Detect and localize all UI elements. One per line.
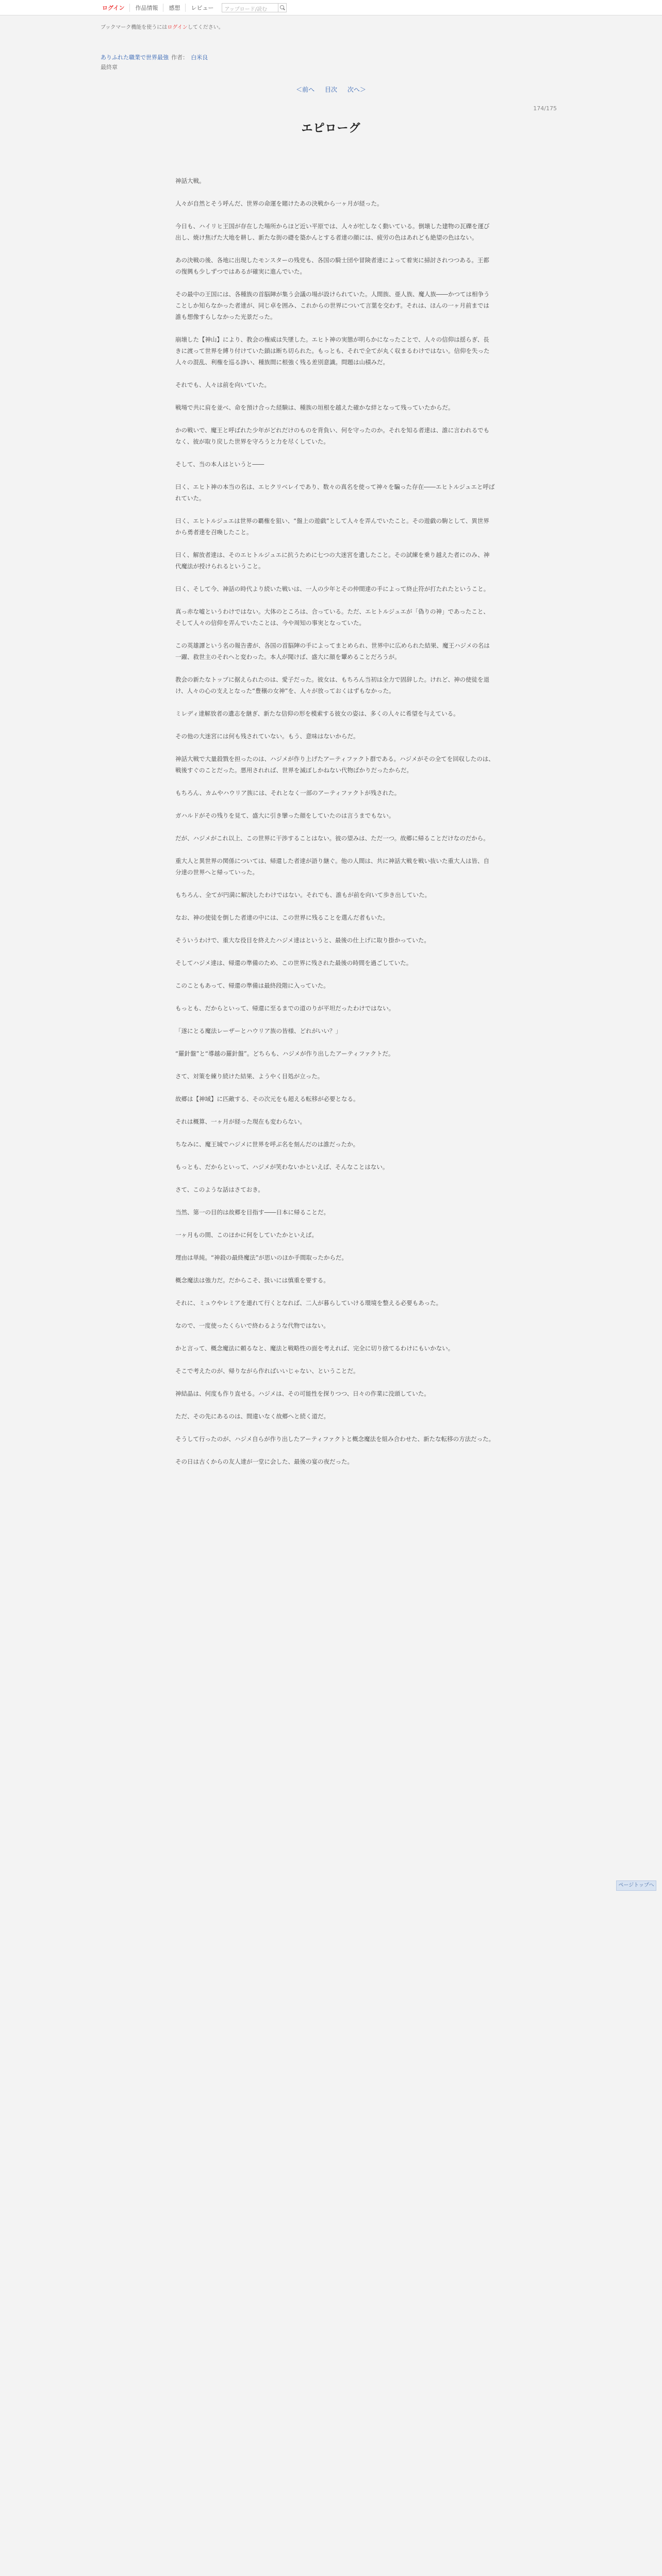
body-paragraph: もっとも、だからといって、ハジメが笑わないかといえば、そんなことはない。 (175, 1163, 389, 1171)
series-title-link[interactable]: ありふれた職業で世界最強 (101, 54, 169, 61)
body-paragraph: 教会の新たなトップに据えられたのは、愛子だった。彼女は、もちろん当初は全力で固辞した。けれど、神の使徒を退け、人々の心の支えとなった“豊穣の女神”を、人々が放っておくはずもなかった。 (175, 676, 490, 694)
login-link[interactable]: ログイン (102, 5, 125, 11)
body-paragraph: 今日も、ハイリヒ王国が存在した場所からほど近い平原では、人々が忙しなく動いている。倒壊した建物の瓦礫を運び出し、焼け焦げた大地を耕し、新たな街の礎を築かんとする者達の顔には、疲労の色はあれども絶望の色はない。 (175, 223, 490, 241)
notice-pre: ブックマーク機能を使うには (101, 25, 168, 30)
menu-item-impressions[interactable]: 感想 (163, 4, 185, 12)
body-paragraph: 人々が自然とそう呼んだ、世界の命運を賭けたあの決戦から一ヶ月が経った。 (175, 200, 383, 207)
chapter-number: 174/175 (533, 105, 557, 112)
body-paragraph: このこともあって、帰還の準備は最終段階に入っていた。 (175, 982, 329, 989)
search-input[interactable]: アップロード/読む (222, 3, 278, 12)
body-paragraph: もちろん、カムやハウリア族には、それとなく一部のアーティファクトが残された。 (175, 789, 401, 796)
body-paragraph: 当然、第一の目的は故郷を目指す――日本に帰ることだ。 (175, 1209, 329, 1216)
body-paragraph: 曰く、そして今、神話の時代より続いた戦いは、一人の少年とその仲間達の手によって終止符が打たれたということ。 (175, 585, 490, 592)
notice-login-link[interactable]: ログイン (167, 25, 188, 30)
body-paragraph: 故郷は【神域】に匹敵する、その次元をも超える転移が必要となる。 (175, 1095, 359, 1103)
body-paragraph: それは概算、一ヶ月が経った現在も変わらない。 (175, 1118, 306, 1125)
page-top-button[interactable]: ページトップへ (616, 1880, 656, 1891)
bookmark-notice (0, 19, 662, 33)
body-paragraph: その日は古くからの友人達が一堂に会した、最後の宴の夜だった。 (175, 1458, 353, 1465)
body-paragraph: その他の大迷宮には何も残されていない。もう、意味はないからだ。 (175, 733, 359, 740)
body-paragraph: もちろん、全てが円満に解決したわけではない。それでも、誰もが前を向いて歩き出していた。 (175, 891, 431, 899)
body-paragraph: 崩壊した【神山】により、教会の権威は失墜した。エヒト神の実態が明らかになったことで、人々の信仰は揺らぎ、長きに渡って世界を縛り付けていた鎖は断ち切られた。もっとも、それで全てが丸く収まるわけではない。信仰を失った人々の混乱、利権を巡る諍い、種族間に根強く残る差別意識。問題は山積みだ。 (175, 336, 490, 366)
body-paragraph: そういうわけで、重大な役目を終えたハジメ達はというと、最後の仕上げに取り掛かっていた。 (175, 937, 430, 944)
body-paragraph: ただ、その先にあるのは、間違いなく故郷へと続く道だ。 (175, 1413, 329, 1420)
chapter-group: 最終章 (101, 64, 118, 71)
body-paragraph: それでも、人々は前を向いていた。 (175, 381, 270, 388)
body-paragraph: 概念魔法は強力だ。だからこそ、扱いには慎重を要する。 (175, 1277, 329, 1284)
chapter-title: エピローグ (301, 122, 361, 135)
prev-link[interactable]: ＜前へ (296, 86, 315, 93)
body-paragraph: 曰く、エヒト神の本当の名は、エヒクリベレイであり、数々の真名を使って神々を騙った存在――エヒトルジュエと呼ばれていた。 (175, 483, 495, 502)
novel-header (101, 52, 565, 71)
body-paragraph: そこで考えたのが、帰りながら作ればいいじゃない、ということだ。 (175, 1367, 359, 1375)
body-paragraph: この英雄譚という名の報告書が、各国の首脳陣の手によってまとめられ、世界中に広められた結果、魔王ハジメの名は一躍、救世主のそれへと変わった。本人が聞けば、盛大に顔を顰めることだろうが。 (175, 642, 490, 660)
novel-body (175, 175, 495, 1479)
body-paragraph: なので、一度使ったくらいで終わるような代物ではない。 (175, 1322, 329, 1329)
body-paragraph: 一ヶ月もの間、このほかに何をしていたかといえば。 (175, 1231, 318, 1239)
body-paragraph: ちなみに、魔王城でハジメに世界を呼ぶ名を刻んだのは誰だったか。 (175, 1141, 359, 1148)
body-paragraph: 「遂にとる魔法レーザーとハウリア族の皆様、どれがいい？」 (175, 1027, 341, 1035)
author-label: 作者： (171, 54, 189, 61)
body-paragraph: そして、当の本人はというと―― (175, 461, 264, 468)
body-paragraph: なお、神の使徒を倒した者達の中には、この世界に残ることを選んだ者もいた。 (175, 914, 389, 921)
body-paragraph: その最中の王国には、各種族の首脳陣が集う会議の場が設けられていた。人間族、亜人族、魔人族――かつては相争うことしか知らなかった者達が、同じ卓を囲み、これからの世界について言葉を交わす。それは、ほんの一ヶ月前までは誰も想像すらしなかった光景だった。 (175, 291, 490, 320)
body-paragraph: “羅針盤”と“導越の羅針盤”。どちらも、ハジメが作り出したアーティファクトだ。 (175, 1050, 394, 1057)
body-paragraph: 曰く、解放者達は、そのエヒトルジュエに抗うために七つの大迷宮を遺したこと。その試練を乗り越えた者にのみ、神代魔法が授けられるということ。 (175, 551, 490, 570)
body-paragraph: さて、このような話はさておき。 (175, 1186, 264, 1193)
menu-item-review[interactable]: レビュー (185, 4, 219, 12)
body-paragraph: かの戦いで、魔王と呼ばれた少年がどれだけのものを背負い、何を守ったのか。それを知る者達は、誰に言われるでもなく、彼が取り戻した世界を守ろうと力を尽くしていた。 (175, 427, 490, 445)
body-paragraph: 神話大戦。 (175, 177, 205, 184)
body-paragraph: ミレディ達解放者の遺志を継ぎ、新たな信仰の形を模索する彼女の姿は、多くの人々に希望を与えている。 (175, 710, 459, 717)
body-paragraph: 真っ赤な嘘というわけではない。大体のところは、合っている。ただ、エヒトルジュエが「偽りの神」であったこと、そして人々の信仰を弄んでいたことは、今や周知の事実となっていた。 (175, 608, 489, 626)
author-link[interactable]: 白米良 (191, 54, 208, 61)
index-link[interactable]: 目次 (324, 86, 337, 93)
body-paragraph: 理由は単純。“神殺の最終魔法”が思いのほか手間取ったからだ。 (175, 1254, 347, 1261)
body-paragraph: さて、対策を練り続けた結果、ようやく目処が立った。 (175, 1073, 324, 1080)
top-bar-menu (97, 0, 287, 15)
body-paragraph: 神話大戦で大量殺戮を担ったのは、ハジメが作り上げたアーティファクト群である。ハジメがその全てを回収したのは、戦後すぐのことだった。悪用されれば、世界を滅ぼしかねない代物ばかりだったからだ。 (175, 755, 494, 774)
body-paragraph: 曰く、エヒトルジュエは世界の覇権を狙い、“盤上の遊戯”として人々を弄んでいたこと。その遊戯の駒として、異世界から勇者達を召喚したこと。 (175, 517, 489, 536)
body-paragraph: もっとも、だからといって、帰還に至るまでの道のりが平坦だったわけではない。 (175, 1005, 395, 1012)
top-bar (0, 0, 662, 15)
notice-text (101, 23, 224, 30)
body-paragraph: そしてハジメ達は、帰還の準備のため、この世界に残された最後の時間を過ごしていた。 (175, 959, 412, 967)
body-paragraph: だが、ハジメがこれ以上、この世界に干渉することはない。彼の望みは、ただ一つ。故郷に帰ることだけなのだから。 (175, 835, 489, 842)
search-icon[interactable] (278, 3, 287, 12)
body-paragraph: 重大人と異世界の関係については、帰還した者達が語り継ぐ。他の人間は、共に神話大戦を戦い抜いた重大人は皆、自分達の世界へと帰っていった。 (175, 857, 490, 876)
body-paragraph: あの決戦の後、各地に出現したモンスターの残党も、各国の騎士団や冒険者達によって着実に掃討されつつある。王都の復興も少しずつではあるが確実に進んでいた。 (175, 257, 489, 275)
menu-item-info[interactable]: 作品情報 (129, 4, 163, 12)
notice-post: してください。 (187, 25, 224, 30)
page-navigation (0, 85, 662, 94)
next-link[interactable]: 次へ＞ (347, 86, 366, 93)
body-paragraph: 神結晶は、何度も作り直せる。ハジメは、その可能性を探りつつ、日々の作業に没頭していた。 (175, 1390, 430, 1397)
body-paragraph: それに、ミュウやレミアを連れて行くとなれば、二人が暮らしていける環境を整える必要もあった。 (175, 1299, 442, 1307)
body-paragraph: 戦場で共に肩を並べ、命を預け合った経験は、種族の垣根を越えた確かな絆となって残っていたからだ。 (175, 404, 454, 411)
body-paragraph: かと言って、概念魔法に頼るなと、魔法と戦略性の面を考えれば、完全に切り捨てるわけにもいかない。 (175, 1345, 454, 1352)
body-paragraph: そうして行ったのが、ハジメ自らが作り出したアーティファクトと概念魔法を組み合わせた、新たな転移の方法だった。 (175, 1435, 495, 1443)
body-paragraph: ガハルドがその残りを見て、盛大に引き攣った顔をしていたのは言うまでもない。 (175, 812, 395, 819)
